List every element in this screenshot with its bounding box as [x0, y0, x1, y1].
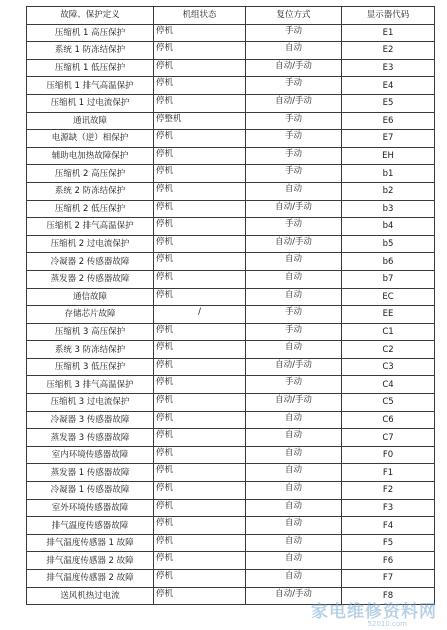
fault-name-cell: 冷凝器 1 传感器故障: [27, 482, 154, 500]
display-code-cell: C7: [342, 429, 435, 447]
display-code-cell: EC: [342, 288, 435, 306]
fault-name-cell: 系统 3 防冻结保护: [27, 341, 154, 359]
table-row: [27, 42, 435, 60]
table-row: [27, 59, 435, 77]
fault-name-cell: 排气温度传感器故障: [27, 517, 154, 535]
unit-state-cell: 停机: [154, 130, 246, 148]
display-code-cell: F3: [342, 499, 435, 517]
display-code-cell: E4: [342, 77, 435, 95]
reset-method-cell: 自动: [246, 270, 342, 288]
table-row: [27, 235, 435, 253]
reset-method-cell: 自动: [246, 482, 342, 500]
reset-method-cell: 自动/手动: [246, 200, 342, 218]
display-code-cell: b5: [342, 235, 435, 253]
fault-name-cell: 冷凝器 2 传感器故障: [27, 253, 154, 271]
reset-method-cell: 手动: [246, 130, 342, 148]
fault-name-cell: 存储芯片故障: [27, 306, 154, 324]
table-row: [27, 341, 435, 359]
unit-state-cell: 停整机: [154, 112, 246, 130]
display-code-cell: E7: [342, 130, 435, 148]
reset-method-cell: 自动: [246, 446, 342, 464]
display-code-cell: E2: [342, 42, 435, 60]
reset-method-cell: 自动/手动: [246, 235, 342, 253]
display-code-cell: b6: [342, 253, 435, 271]
unit-state-cell: 停机: [154, 446, 246, 464]
table-row: [27, 147, 435, 165]
fault-name-cell: 室外环境传感器故障: [27, 499, 154, 517]
display-code-cell: F5: [342, 534, 435, 552]
unit-state-cell: 停机: [154, 341, 246, 359]
table-row: [27, 94, 435, 112]
table-header-row: [27, 7, 435, 25]
reset-method-cell: 手动: [246, 24, 342, 42]
reset-method-cell: 手动: [246, 376, 342, 394]
display-code-cell: b3: [342, 200, 435, 218]
display-code-cell: EH: [342, 147, 435, 165]
display-code-cell: b2: [342, 182, 435, 200]
reset-method-cell: 自动: [246, 570, 342, 588]
fault-name-cell: 压缩机 1 低压保护: [27, 59, 154, 77]
fault-name-cell: 压缩机 2 过电流保护: [27, 235, 154, 253]
reset-method-cell: 手动: [246, 77, 342, 95]
header-fault-definition: 故障、保护定义: [27, 7, 154, 25]
display-code-cell: EE: [342, 306, 435, 324]
reset-method-cell: 自动: [246, 464, 342, 482]
display-code-cell: F4: [342, 517, 435, 535]
table-row: [27, 394, 435, 412]
unit-state-cell: 停机: [154, 429, 246, 447]
fault-name-cell: 压缩机 1 排气高温保护: [27, 77, 154, 95]
table-row: [27, 358, 435, 376]
table-row: [27, 570, 435, 588]
unit-state-cell: 停机: [154, 464, 246, 482]
reset-method-cell: 手动: [246, 306, 342, 324]
unit-state-cell: 停机: [154, 587, 246, 605]
unit-state-cell: 停机: [154, 182, 246, 200]
display-code-cell: C2: [342, 341, 435, 359]
fault-name-cell: 系统 2 防冻结保护: [27, 182, 154, 200]
table-row: [27, 77, 435, 95]
table-row: [27, 200, 435, 218]
unit-state-cell: 停机: [154, 534, 246, 552]
fault-name-cell: 蒸发器 2 传感器故障: [27, 270, 154, 288]
unit-state-cell: 停机: [154, 270, 246, 288]
table-row: [27, 534, 435, 552]
reset-method-cell: 自动: [246, 552, 342, 570]
table-row: [27, 517, 435, 535]
reset-method-cell: 手动: [246, 218, 342, 236]
table-row: [27, 482, 435, 500]
unit-state-cell: 停机: [154, 200, 246, 218]
table-row: [27, 165, 435, 183]
table-row: [27, 270, 435, 288]
table-row: [27, 112, 435, 130]
unit-state-cell: 停机: [154, 570, 246, 588]
display-code-cell: E5: [342, 94, 435, 112]
fault-name-cell: 压缩机 1 过电流保护: [27, 94, 154, 112]
table-row: [27, 499, 435, 517]
display-code-cell: b7: [342, 270, 435, 288]
reset-method-cell: 手动: [246, 147, 342, 165]
display-code-cell: F6: [342, 552, 435, 570]
table-row: [27, 288, 435, 306]
unit-state-cell: 停机: [154, 165, 246, 183]
fault-name-cell: 排气温度传感器 2 故障: [27, 552, 154, 570]
reset-method-cell: 自动: [246, 288, 342, 306]
fault-name-cell: 压缩机 2 排气高温保护: [27, 218, 154, 236]
reset-method-cell: 自动/手动: [246, 394, 342, 412]
reset-method-cell: 自动: [246, 499, 342, 517]
display-code-cell: b1: [342, 165, 435, 183]
reset-method-cell: 自动/手动: [246, 59, 342, 77]
unit-state-cell: 停机: [154, 499, 246, 517]
unit-state-cell: 停机: [154, 394, 246, 412]
table-row: [27, 253, 435, 271]
fault-name-cell: 排气温度传感器 1 故障: [27, 534, 154, 552]
unit-state-cell: 停机: [154, 235, 246, 253]
reset-method-cell: 自动/手动: [246, 358, 342, 376]
unit-state-cell: 停机: [154, 411, 246, 429]
table-row: [27, 429, 435, 447]
table-row: [27, 130, 435, 148]
reset-method-cell: 自动: [246, 253, 342, 271]
fault-name-cell: 压缩机 2 低压保护: [27, 200, 154, 218]
table-row: [27, 306, 435, 324]
display-code-cell: E1: [342, 24, 435, 42]
fault-protection-table: [26, 6, 435, 605]
table-row: [27, 376, 435, 394]
unit-state-cell: 停机: [154, 218, 246, 236]
fault-name-cell: 电源缺（逆）相保护: [27, 130, 154, 148]
display-code-cell: C1: [342, 323, 435, 341]
reset-method-cell: 自动: [246, 534, 342, 552]
unit-state-cell: 停机: [154, 94, 246, 112]
reset-method-cell: 手动: [246, 165, 342, 183]
table-body: [27, 24, 435, 605]
fault-name-cell: 蒸发器 1 传感器故障: [27, 464, 154, 482]
unit-state-cell: 停机: [154, 552, 246, 570]
display-code-cell: F1: [342, 464, 435, 482]
display-code-cell: E6: [342, 112, 435, 130]
table-row: [27, 446, 435, 464]
fault-name-cell: 冷凝器 3 传感器故障: [27, 411, 154, 429]
reset-method-cell: 自动/手动: [246, 94, 342, 112]
display-code-cell: F2: [342, 482, 435, 500]
fault-name-cell: 通信故障: [27, 288, 154, 306]
unit-state-cell: 停机: [154, 59, 246, 77]
table-row: [27, 182, 435, 200]
display-code-cell: C5: [342, 394, 435, 412]
unit-state-cell: 停机: [154, 77, 246, 95]
fault-name-cell: 室内环境传感器故障: [27, 446, 154, 464]
unit-state-cell: 停机: [154, 147, 246, 165]
reset-method-cell: 自动/手动: [246, 587, 342, 605]
unit-state-cell: 停机: [154, 42, 246, 60]
unit-state-cell: 停机: [154, 376, 246, 394]
table-row: [27, 24, 435, 42]
display-code-cell: E3: [342, 59, 435, 77]
unit-state-cell: 停机: [154, 323, 246, 341]
unit-state-cell: 停机: [154, 253, 246, 271]
fault-name-cell: 压缩机 2 高压保护: [27, 165, 154, 183]
fault-name-cell: 压缩机 3 过电流保护: [27, 394, 154, 412]
watermark-url: 52010.com: [367, 620, 407, 628]
display-code-cell: F7: [342, 570, 435, 588]
reset-method-cell: 自动: [246, 411, 342, 429]
fault-name-cell: 压缩机 3 排气高温保护: [27, 376, 154, 394]
header-reset-method: 复位方式: [246, 7, 342, 25]
fault-name-cell: 送风机热过电流: [27, 587, 154, 605]
display-code-cell: C3: [342, 358, 435, 376]
table-row: [27, 464, 435, 482]
unit-state-cell: /: [154, 306, 246, 324]
fault-name-cell: 系统 1 防冻结保护: [27, 42, 154, 60]
display-code-cell: C4: [342, 376, 435, 394]
reset-method-cell: 自动: [246, 429, 342, 447]
reset-method-cell: 自动: [246, 517, 342, 535]
fault-name-cell: 蒸发器 3 传感器故障: [27, 429, 154, 447]
header-unit-state: 机组状态: [154, 7, 246, 25]
reset-method-cell: 自动: [246, 42, 342, 60]
fault-name-cell: 压缩机 3 高压保护: [27, 323, 154, 341]
unit-state-cell: 停机: [154, 358, 246, 376]
table-row: [27, 218, 435, 236]
display-code-cell: C6: [342, 411, 435, 429]
unit-state-cell: 停机: [154, 517, 246, 535]
unit-state-cell: 停机: [154, 24, 246, 42]
reset-method-cell: 手动: [246, 323, 342, 341]
table-row: [27, 552, 435, 570]
reset-method-cell: 自动: [246, 341, 342, 359]
fault-name-cell: 排气温度传感器 2 故障: [27, 570, 154, 588]
fault-name-cell: 辅助电加热故障保护: [27, 147, 154, 165]
display-code-cell: F8: [342, 587, 435, 605]
header-display-code: 显示器代码: [342, 7, 435, 25]
watermark-logo: 家电维修资料网: [311, 602, 437, 622]
unit-state-cell: 停机: [154, 482, 246, 500]
table-row: [27, 323, 435, 341]
fault-name-cell: 压缩机 3 低压保护: [27, 358, 154, 376]
unit-state-cell: 停机: [154, 288, 246, 306]
fault-name-cell: 通讯故障: [27, 112, 154, 130]
reset-method-cell: 手动: [246, 112, 342, 130]
reset-method-cell: 自动: [246, 182, 342, 200]
display-code-cell: F0: [342, 446, 435, 464]
fault-name-cell: 压缩机 1 高压保护: [27, 24, 154, 42]
table-row: [27, 411, 435, 429]
display-code-cell: b4: [342, 218, 435, 236]
